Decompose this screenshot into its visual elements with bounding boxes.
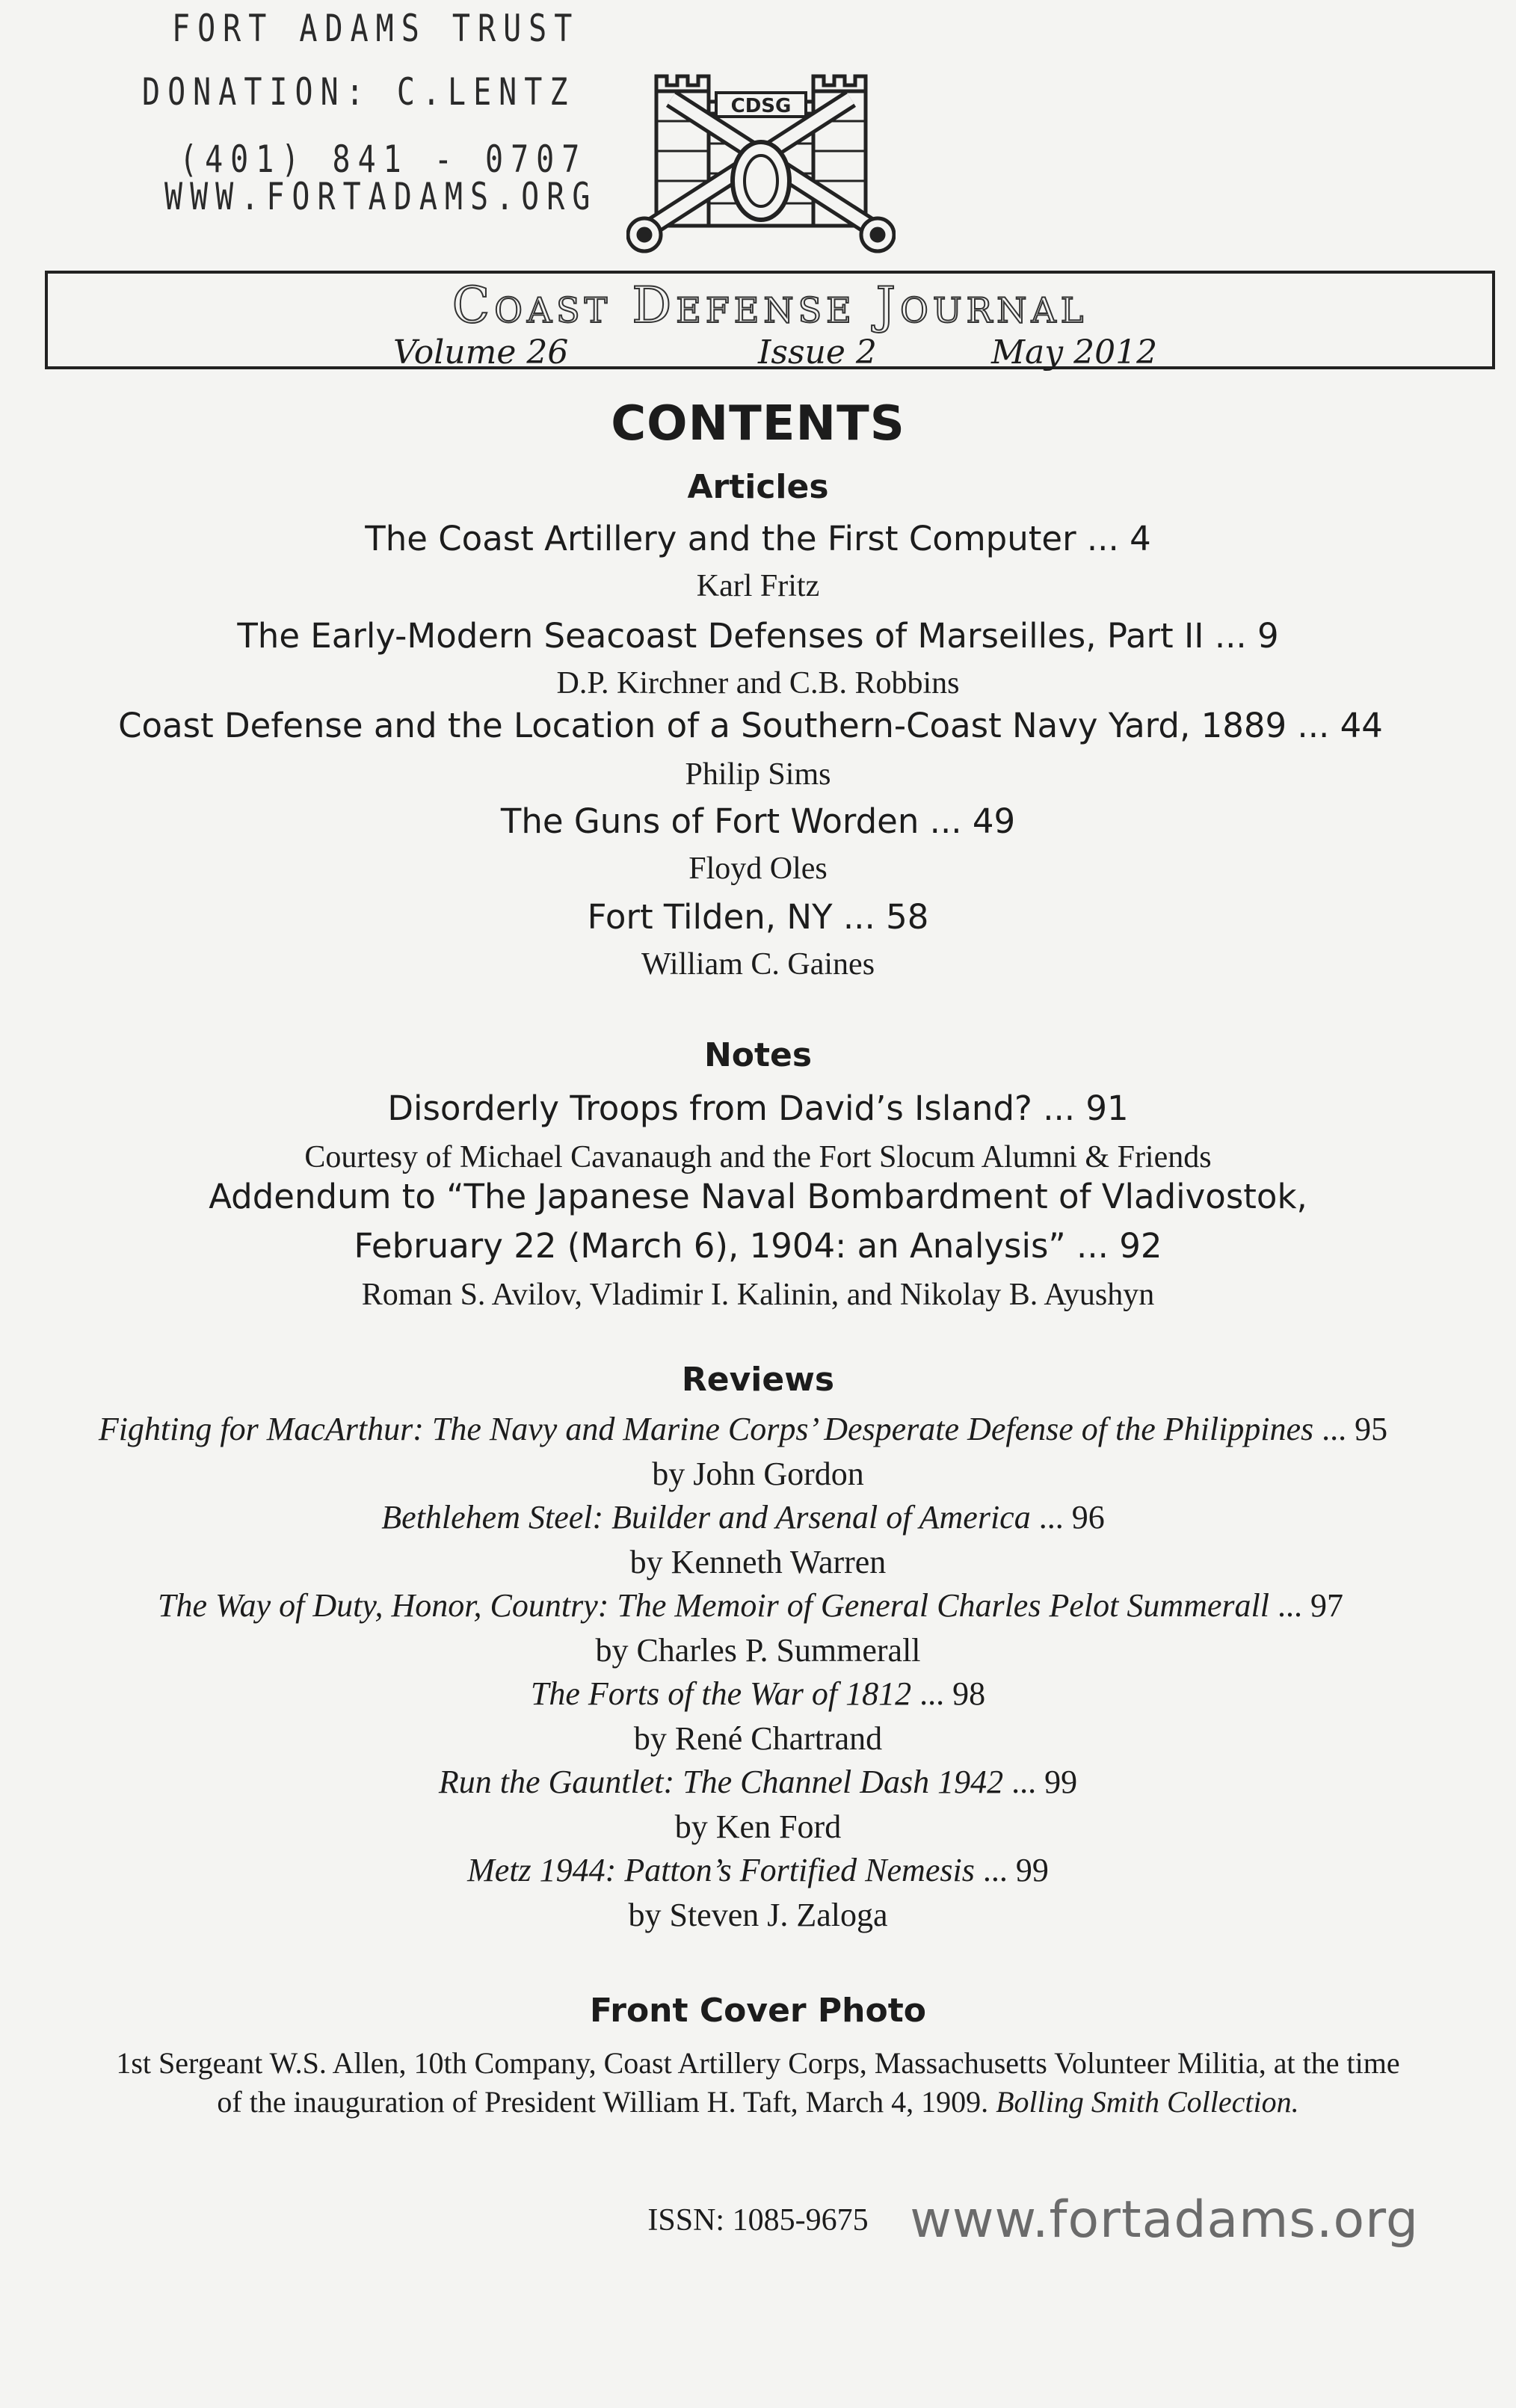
review-author: by Ken Ford — [674, 1808, 842, 1845]
contents-title: CONTENTS — [611, 396, 905, 452]
date-label: May 2012 — [991, 333, 1158, 372]
article-title: The Early-Modern Seacoast Defenses of Marseilles, Part II ... 9 — [237, 616, 1279, 656]
review-page: ... 99 — [1003, 1764, 1078, 1800]
review-book-title: Run the Gauntlet: The Channel Dash 1942 — [438, 1764, 1004, 1800]
stamp-line-donation: DONATION: C.LENTZ — [142, 71, 576, 114]
notes-heading: Notes — [703, 1036, 813, 1074]
cover-credit: Bolling Smith Collection. — [996, 2085, 1299, 2119]
cdsg-logo-icon — [626, 69, 896, 265]
note-author: Courtesy of Michael Cavanaugh and the Fort Slocum Alumni & Friends — [304, 1140, 1212, 1174]
review-book-title: Bethlehem Steel: Builder and Arsenal of America — [381, 1499, 1031, 1536]
cover-photo-heading: Front Cover Photo — [590, 1992, 926, 2030]
review-title — [0, 1498, 1501, 1536]
review-title — [0, 1675, 1516, 1713]
review-title — [0, 1410, 1501, 1448]
cover-caption-line2 — [0, 2084, 1516, 2119]
issue-label: Issue 2 — [758, 333, 877, 372]
review-title — [0, 1851, 1516, 1889]
reviews-heading: Reviews — [681, 1361, 835, 1399]
website-watermark[interactable]: www.fortadams.org — [910, 2190, 1419, 2250]
cover-caption-line1: 1st Sergeant W.S. Allen, 10th Company, Coast Artillery Corps, Massachusetts Volunteer Militia, at the time — [116, 2046, 1400, 2080]
review-page: ... 95 — [1313, 1411, 1388, 1447]
journal-title: Coast Defense Journal — [452, 277, 1088, 334]
article-author: Philip Sims — [685, 757, 831, 792]
articles-heading: Articles — [687, 468, 829, 506]
article-title: The Coast Artillery and the First Computer ... 4 — [365, 519, 1151, 558]
review-book-title: The Forts of the War of 1812 — [530, 1675, 912, 1712]
review-author: by John Gordon — [652, 1456, 864, 1492]
journal-masthead — [45, 271, 1495, 372]
review-page: ... 99 — [974, 1852, 1049, 1888]
cover-caption-text: of the inauguration of President William H. Taft, March 4, 1909. — [217, 2085, 996, 2119]
article-title: Fort Tilden, NY ... 58 — [587, 897, 929, 937]
review-author: by Charles P. Summerall — [595, 1632, 921, 1669]
article-title: The Guns of Fort Worden ... 49 — [500, 801, 1016, 841]
logo-banner-text: CDSG — [730, 95, 792, 117]
stamp-line-trust: FORT ADAMS TRUST — [172, 7, 580, 51]
review-author: by Steven J. Zaloga — [628, 1897, 888, 1933]
article-author: William C. Gaines — [641, 947, 875, 982]
note-title: Disorderly Troops from David’s Island? ... 91 — [387, 1088, 1129, 1128]
volume-label: Volume 26 — [393, 333, 569, 372]
review-author: by Kenneth Warren — [629, 1544, 887, 1580]
article-author: D.P. Kirchner and C.B. Robbins — [556, 666, 960, 700]
review-page: ... 97 — [1269, 1587, 1343, 1624]
article-author: Karl Fritz — [696, 569, 820, 603]
review-book-title: Metz 1944: Patton’s Fortified Nemesis — [467, 1852, 975, 1888]
review-book-title: Fighting for MacArthur: The Navy and Marine Corps’ Desperate Defense of the Philippines — [98, 1411, 1314, 1447]
review-author: by René Chartrand — [633, 1720, 883, 1757]
note-author: Roman S. Avilov, Vladimir I. Kalinin, and Nikolay B. Ayushyn — [361, 1278, 1155, 1312]
stamp-line-website: WWW.FORTADAMS.ORG — [164, 176, 598, 219]
note-title: February 22 (March 6), 1904: an Analysis” ... 92 — [354, 1226, 1162, 1266]
issn-label: ISSN: 1085-9675 — [647, 2203, 869, 2238]
review-title — [0, 1586, 1509, 1625]
review-page: ... 96 — [1030, 1499, 1105, 1536]
review-book-title: The Way of Duty, Honor, Country: The Memoir of General Charles Pelot Summerall — [158, 1587, 1269, 1624]
stamp-line-phone: (401) 841 - 0707 — [179, 138, 588, 182]
article-title: Coast Defense and the Location of a Southern-Coast Navy Yard, 1889 ... 44 — [118, 706, 1383, 745]
note-title: Addendum to “The Japanese Naval Bombardment of Vladivostok, — [209, 1177, 1307, 1216]
review-page: ... 98 — [911, 1675, 986, 1712]
article-author: Floyd Oles — [688, 852, 828, 886]
review-title — [0, 1763, 1516, 1801]
